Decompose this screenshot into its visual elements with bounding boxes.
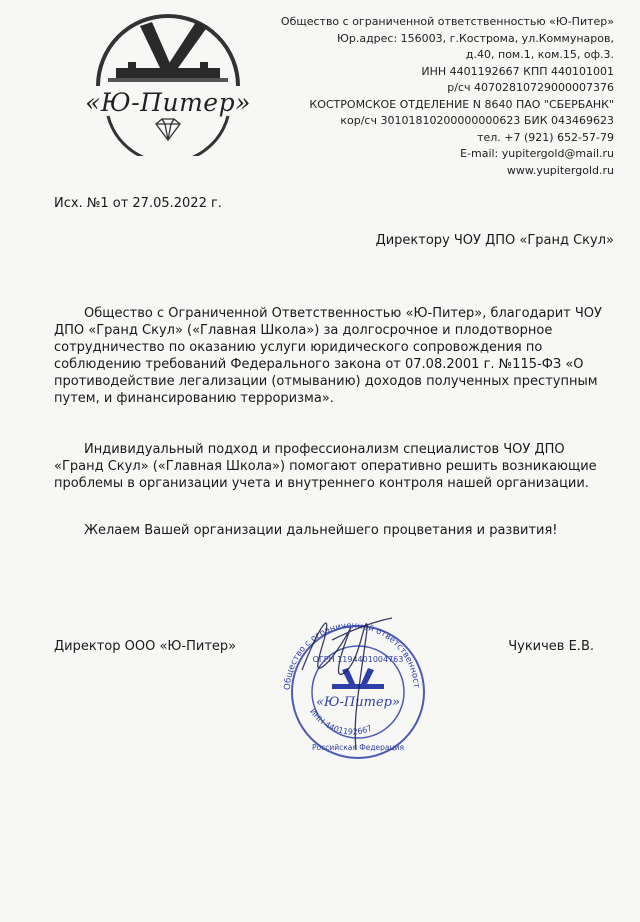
requisite-line: тел. +7 (921) 652-57-79 (477, 130, 614, 144)
stamp-country: Российская Федерация (312, 743, 404, 752)
requisite-line: д.40, пом.1, ком.15, оф.3. (465, 48, 614, 61)
requisite-line: ИНН 4401192667 КПП 440101001 (421, 64, 614, 78)
stamp-seal (262, 600, 424, 758)
logo-text: «Ю-Питер» (85, 88, 251, 117)
outgoing-number: Исх. №1 от 27.05.2022 г. (54, 196, 222, 211)
paragraph-wishes: Желаем Вашей организации дальнейшего процветания и развития! (84, 523, 558, 538)
signatory-name: Чукичев Е.В. (508, 639, 594, 654)
company-requisites (274, 14, 614, 179)
svg-text:Общество с ограниченной ответс (262, 600, 421, 690)
requisite-line: КОСТРОМСКОЕ ОТДЕЛЕНИЕ N 8640 ПАО "СБЕРБАНК" (309, 97, 614, 111)
addressee: Директору ЧОУ ДПО «Гранд Скул» (375, 233, 614, 248)
stamp-inn: ИНН 4401192667 (307, 707, 374, 737)
stamp-ogrn: ОГРН 1194401004763 (312, 655, 404, 664)
company-logo (68, 6, 268, 156)
paragraph-gratitude: Общество с Ограниченной Ответственностью «Ю-Питер», благодарит ЧОУ ДПО «Гранд Скул» («Главная Школа») за долгосрочное и плодотворное сотрудничество по оказанию услуги юридического сопровождения по соблюдению требований Федерального закона от 07.08.2001 г. №115-ФЗ «О противодействие легализации (отмыванию) доходов полученных преступным путем, и финансированию терроризма». (54, 306, 602, 406)
signatory-position: Директор ООО «Ю-Питер» (54, 639, 237, 654)
logo-emblem (68, 6, 268, 156)
requisite-line: р/сч 40702810729000007376 (447, 81, 614, 94)
paragraph-approach: Индивидуальный подход и профессионализм специалистов ЧОУ ДПО «Гранд Скул» («Главная Школа») помогают оперативно решить возникающие проблемы в организации учета и внутреннего контроля нашей организации. (54, 442, 597, 491)
stamp-ring-text: Общество с ограниченной ответственност (282, 620, 422, 691)
requisite-line: кор/сч 30101810200000000623 БИК 043469623 (340, 114, 614, 127)
svg-text:ИНН 4401192667 (308, 707, 373, 736)
requisite-website: www.yupitergold.ru (506, 163, 614, 177)
requisite-line: Юр.адрес: 156003, г.Кострома, ул.Коммунаров, (336, 31, 614, 45)
requisite-line: Общество с ограниченной ответственностью «Ю-Питер» (280, 15, 614, 28)
stamp-name: «Ю-Питер» (316, 695, 400, 710)
requisite-email: E-mail: yupitergold@mail.ru (460, 147, 614, 160)
company-stamp (262, 600, 442, 760)
